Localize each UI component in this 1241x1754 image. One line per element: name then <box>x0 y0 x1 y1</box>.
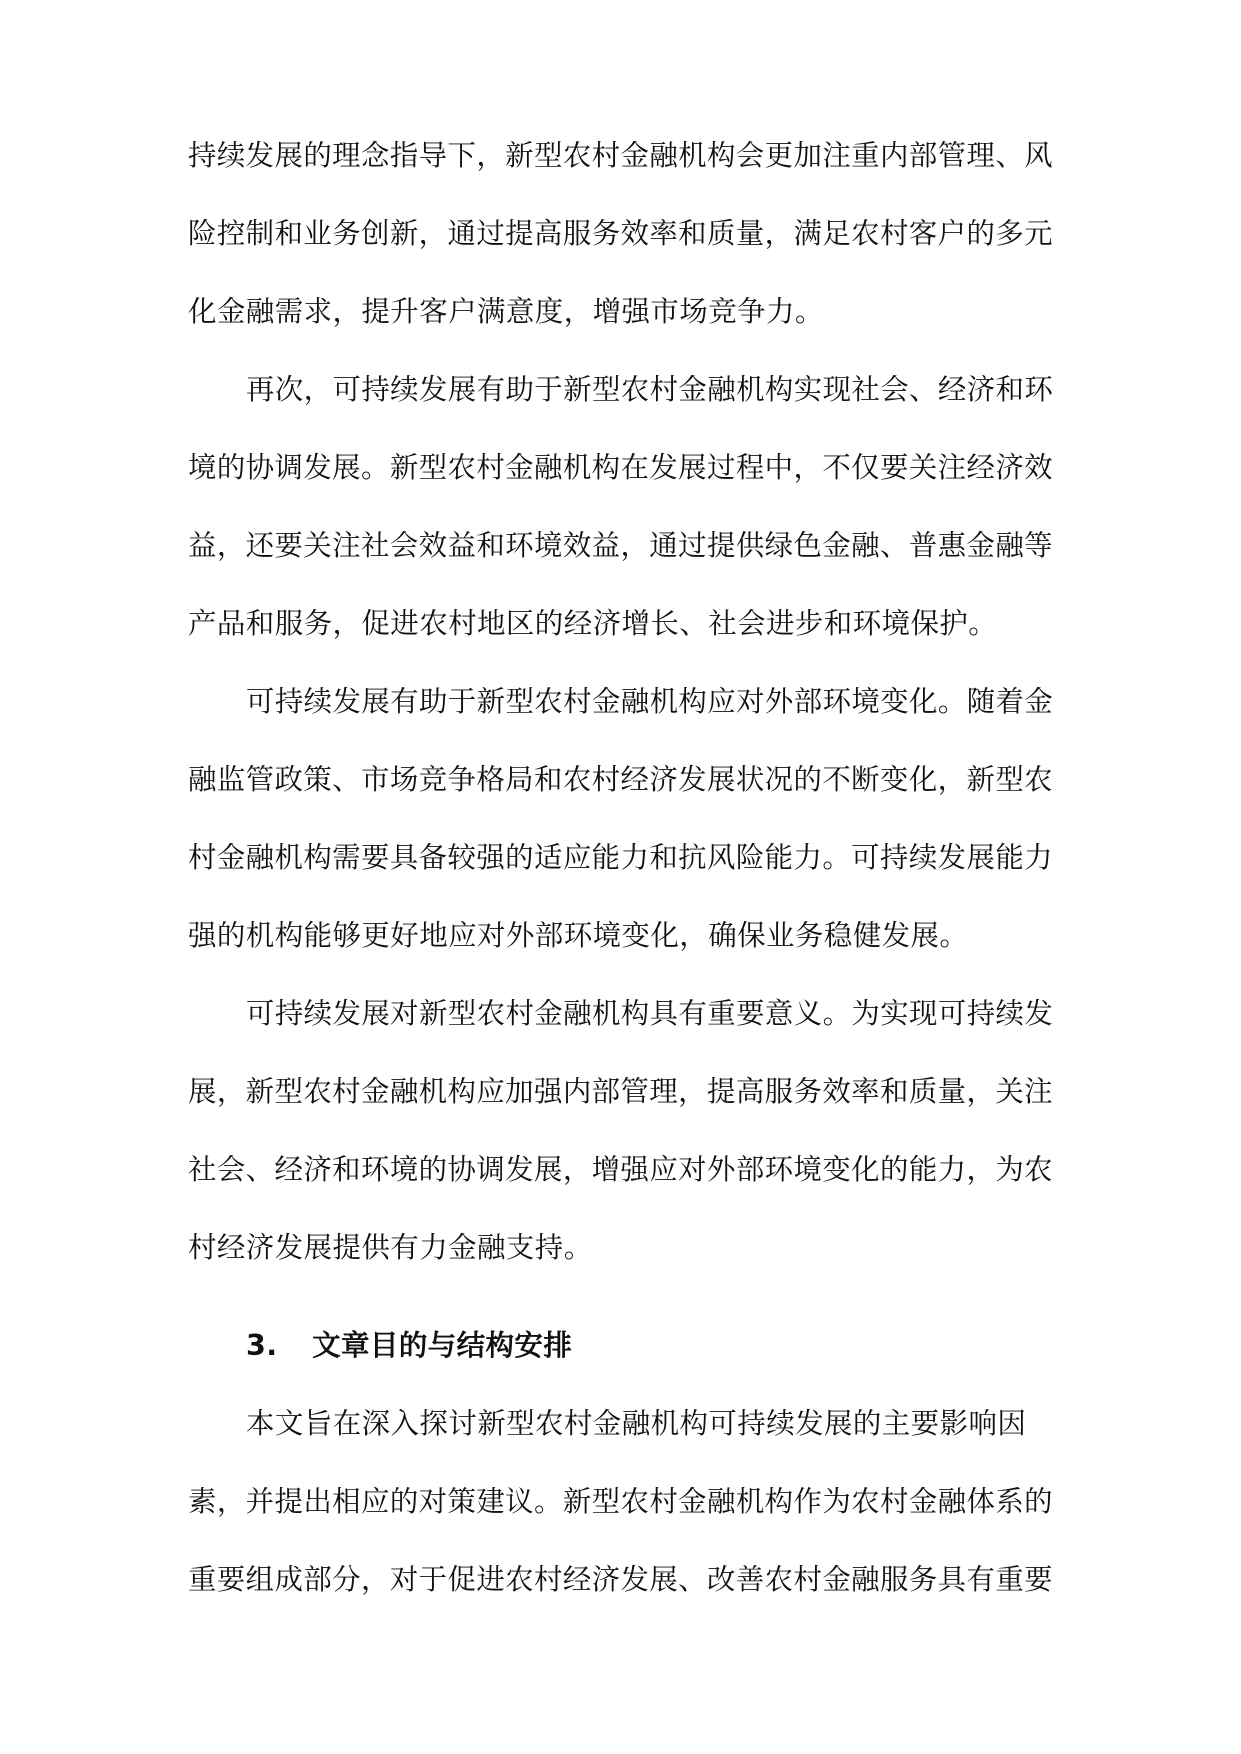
paragraph-4-line-1: 可持续发展对新型农村金融机构具有重要意义。为实现可持续发 <box>246 997 1054 1030</box>
section-heading-number: 3. <box>246 1329 278 1362</box>
paragraph-4-line-4: 村经济发展提供有力金融支持。 <box>188 1231 593 1264</box>
paragraph-4-line-3: 社会、经济和环境的协调发展，增强应对外部环境变化的能力，为农 <box>188 1153 1054 1186</box>
paragraph-1-line-1: 持续发展的理念指导下，新型农村金融机构会更加注重内部管理、风 <box>188 139 1054 172</box>
section-heading <box>246 1326 572 1366</box>
paragraph-2-line-3: 益，还要关注社会效益和环境效益，通过提供绿色金融、普惠金融等 <box>188 529 1054 562</box>
paragraph-4-line-2: 展，新型农村金融机构应加强内部管理，提高服务效率和质量，关注 <box>188 1075 1054 1108</box>
paragraph-3-line-1: 可持续发展有助于新型农村金融机构应对外部环境变化。随着金 <box>246 685 1054 718</box>
paragraph-5-line-1: 本文旨在深入探讨新型农村金融机构可持续发展的主要影响因 <box>246 1407 1027 1440</box>
paragraph-2-line-4: 产品和服务，促进农村地区的经济增长、社会进步和环境保护。 <box>188 607 998 640</box>
paragraph-3-line-2: 融监管政策、市场竞争格局和农村经济发展状况的不断变化，新型农 <box>188 763 1054 796</box>
paragraph-5-line-2: 素，并提出相应的对策建议。新型农村金融机构作为农村金融体系的 <box>188 1485 1054 1518</box>
paragraph-3-line-3: 村金融机构需要具备较强的适应能力和抗风险能力。可持续发展能力 <box>188 841 1054 874</box>
paragraph-5-line-3: 重要组成部分，对于促进农村经济发展、改善农村金融服务具有重要 <box>188 1563 1054 1596</box>
section-heading-title: 文章目的与结构安排 <box>312 1329 573 1362</box>
paragraph-1-line-3: 化金融需求，提升客户满意度，增强市场竞争力。 <box>188 295 824 328</box>
paragraph-3-line-4: 强的机构能够更好地应对外部环境变化，确保业务稳健发展。 <box>188 919 969 952</box>
paragraph-1-line-2: 险控制和业务创新，通过提高服务效率和质量，满足农村客户的多元 <box>188 217 1054 250</box>
paragraph-2-line-2: 境的协调发展。新型农村金融机构在发展过程中，不仅要关注经济效 <box>188 451 1054 484</box>
paragraph-2-line-1: 再次，可持续发展有助于新型农村金融机构实现社会、经济和环 <box>246 373 1054 406</box>
